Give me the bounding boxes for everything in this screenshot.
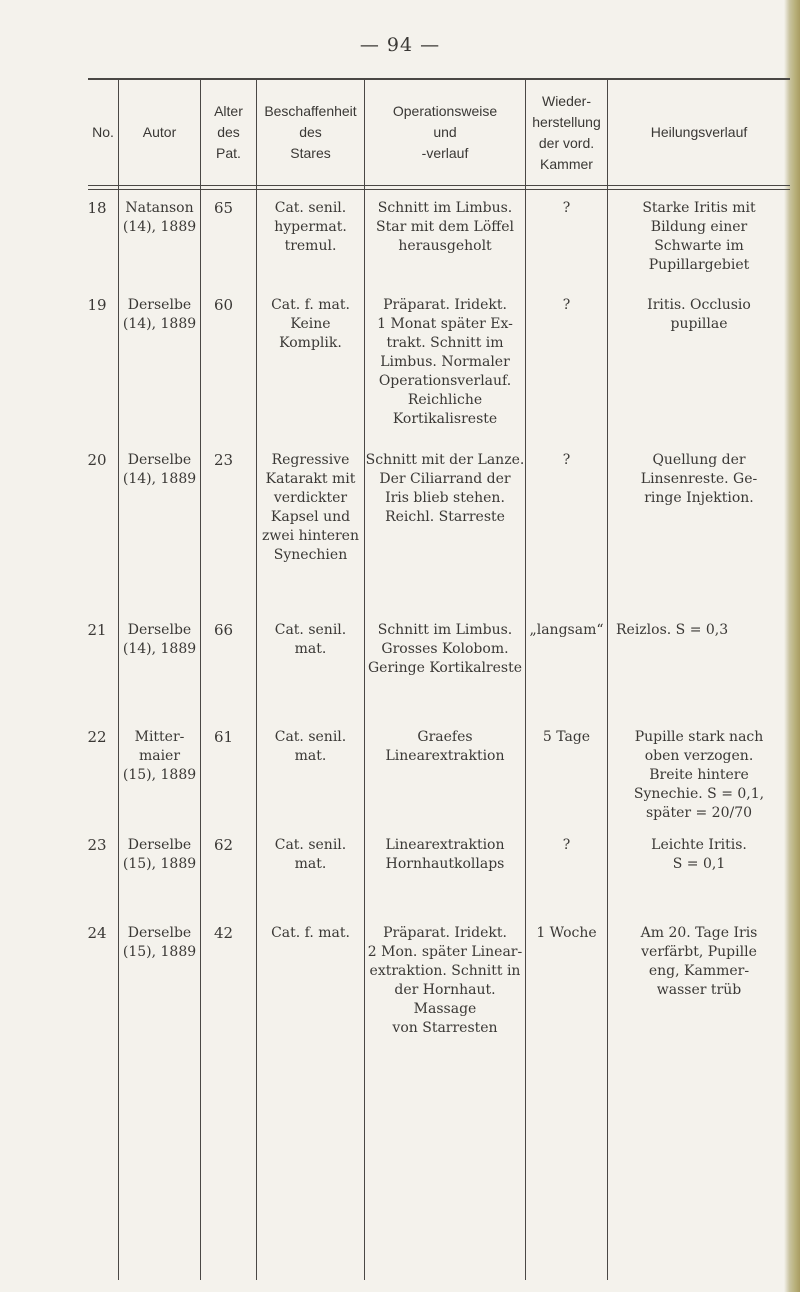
row-18-autor: Natanson (14), 1889 bbox=[122, 200, 197, 235]
row-24-alter: 42 bbox=[213, 924, 234, 942]
column-divider bbox=[525, 80, 526, 1280]
column-divider bbox=[256, 80, 257, 1280]
row-24-heilung: Am 20. Tage Iris verfärbt, Pupille eng, Kammer- wasser trüb bbox=[640, 925, 758, 998]
header-heilung: Heilungsverlauf bbox=[650, 124, 748, 140]
row-23-heilung: Leichte Iritis. S = 0,1 bbox=[651, 837, 747, 872]
row-21-wiederherstellung: „langsam“ bbox=[529, 622, 604, 638]
row-19-operation: Präparat. Iridekt. 1 Monat später Ex- trakt. Schnitt im Limbus. Normaler Operationsverlauf. Reichliche Kortikalisreste bbox=[377, 297, 513, 427]
page-edge-shadow bbox=[784, 0, 800, 1292]
header-beschaffenheit: Beschaffenheit des Stares bbox=[264, 103, 357, 161]
row-19-no: 19 bbox=[87, 296, 107, 314]
row-21-beschaffenheit: Cat. senil. mat. bbox=[274, 622, 347, 657]
column-divider bbox=[200, 80, 201, 1280]
row-24-wiederherstellung: 1 Woche bbox=[536, 925, 597, 941]
row-22-operation: Graefes Linearextraktion bbox=[385, 729, 505, 764]
row-23-beschaffenheit: Cat. senil. mat. bbox=[274, 837, 347, 872]
row-20-alter: 23 bbox=[213, 451, 234, 469]
row-23-no: 23 bbox=[87, 836, 107, 854]
row-22-wiederherstellung: 5 Tage bbox=[542, 729, 591, 745]
row-21-autor: Derselbe (14), 1889 bbox=[122, 622, 197, 657]
row-23-operation: Linearextraktion Hornhautkollaps bbox=[385, 837, 505, 872]
row-20-operation: Schnitt mit der Lanze. Der Ciliarrand der Iris blieb stehen. Reichl. Starreste bbox=[365, 452, 525, 525]
row-20-wiederherstellung: ? bbox=[562, 452, 571, 468]
row-22-autor: Mitter- maier (15), 1889 bbox=[122, 729, 197, 783]
row-19-beschaffenheit: Cat. f. mat. Keine Komplik. bbox=[271, 297, 350, 351]
page-number: — 94 — bbox=[359, 34, 441, 56]
row-24-beschaffenheit: Cat. f. mat. bbox=[271, 925, 350, 941]
row-20-beschaffenheit: Regressive Katarakt mit verdickter Kapsel und zwei hinteren Synechien bbox=[262, 452, 359, 563]
row-18-heilung: Starke Iritis mit Bildung einer Schwarte im Pupillargebiet bbox=[642, 200, 756, 273]
row-23-autor: Derselbe (15), 1889 bbox=[122, 837, 197, 872]
row-23-alter: 62 bbox=[213, 836, 234, 854]
row-21-heilung: Reizlos. S = 0,3 bbox=[616, 622, 729, 638]
row-23-wiederherstellung: ? bbox=[562, 837, 571, 853]
row-19-wiederherstellung: ? bbox=[562, 297, 571, 313]
row-18-wiederherstellung: ? bbox=[562, 200, 571, 216]
header-alter: Alter des Pat. bbox=[214, 103, 243, 161]
row-24-operation: Präparat. Iridekt. 2 Mon. später Linear- extraktion. Schnitt in der Hornhaut. Massage von Starresten bbox=[367, 925, 523, 1036]
header-rule-double bbox=[88, 189, 790, 190]
row-20-autor: Derselbe (14), 1889 bbox=[122, 452, 197, 487]
row-24-no: 24 bbox=[87, 924, 107, 942]
row-24-autor: Derselbe (15), 1889 bbox=[122, 925, 197, 960]
row-21-no: 21 bbox=[87, 621, 107, 639]
row-20-no: 20 bbox=[87, 451, 107, 469]
row-21-operation: Schnitt im Limbus. Grosses Kolobom. Geringe Kortikalreste bbox=[367, 622, 523, 676]
column-divider bbox=[118, 80, 119, 1280]
row-20-heilung: Quellung der Linsenreste. Ge- ringe Injektion. bbox=[640, 452, 758, 506]
header-operation: Operationsweise und -verlauf bbox=[392, 103, 498, 161]
row-22-no: 22 bbox=[87, 728, 107, 746]
row-18-alter: 65 bbox=[213, 199, 234, 217]
row-19-heilung: Iritis. Occlusio pupillae bbox=[647, 297, 751, 332]
row-19-autor: Derselbe (14), 1889 bbox=[122, 297, 197, 332]
row-22-beschaffenheit: Cat. senil. mat. bbox=[274, 729, 347, 764]
header-wiederherstellung: Wieder- herstellung der vord. Kammer bbox=[532, 93, 601, 172]
row-18-no: 18 bbox=[87, 199, 107, 217]
top-rule bbox=[88, 78, 790, 80]
row-18-operation: Schnitt im Limbus. Star mit dem Löffel herausgeholt bbox=[376, 200, 514, 254]
header-rule bbox=[88, 185, 790, 186]
column-divider bbox=[364, 80, 365, 1280]
row-19-alter: 60 bbox=[213, 296, 234, 314]
row-22-alter: 61 bbox=[213, 728, 234, 746]
row-22-heilung: Pupille stark nach oben verzogen. Breite hintere Synechie. S = 0,1, später = 20/70 bbox=[633, 729, 765, 821]
row-21-alter: 66 bbox=[213, 621, 234, 639]
row-18-beschaffenheit: Cat. senil. hypermat. tremul. bbox=[274, 200, 347, 254]
header-autor: Autor bbox=[142, 124, 177, 140]
header-no: No. bbox=[92, 124, 114, 140]
